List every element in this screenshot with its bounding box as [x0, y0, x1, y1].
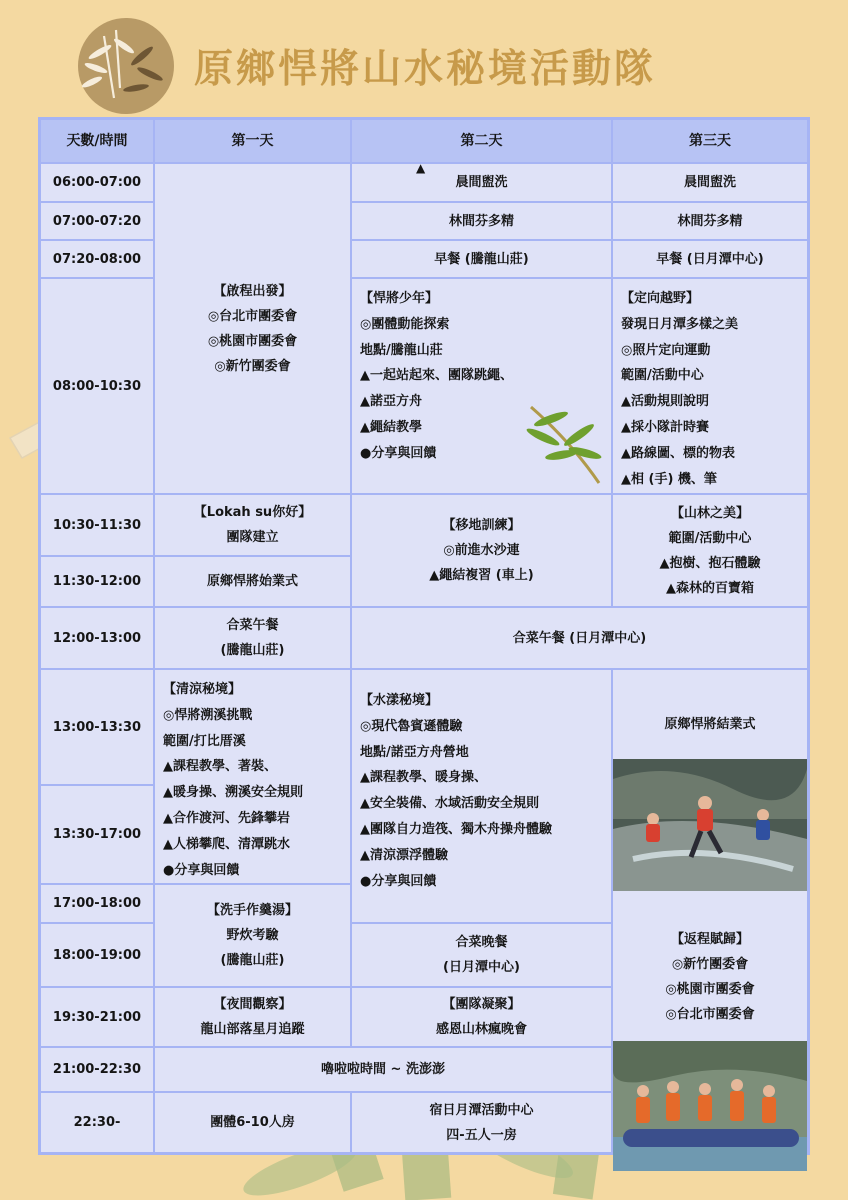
header-time: 天數/時間: [41, 120, 153, 162]
day2-relocation-training: 【移地訓練】 ◎前進水沙連 ▲繩結複習 (車上): [352, 495, 611, 606]
header-day2: 第二天: [352, 120, 611, 162]
time-slot: 19:30-21:00: [41, 988, 153, 1046]
day1-campfire-cooking: 【洗手作羹湯】 野炊考驗 (騰龍山莊): [155, 885, 350, 986]
time-slot: 08:00-10:30: [41, 279, 153, 493]
day3-breakfast: 早餐 (日月潭中心): [613, 241, 807, 277]
time-slot: 11:30-12:00: [41, 557, 153, 606]
time-slot: 22:30-: [41, 1093, 153, 1152]
header-day1: 第一天: [155, 120, 350, 162]
time-slot: 07:20-08:00: [41, 241, 153, 277]
day1-night-observation: 【夜間觀察】 龍山部落星月追蹤: [155, 988, 350, 1046]
day1-opening-ceremony: 原鄉悍將始業式: [155, 557, 350, 606]
time-slot: 21:00-22:30: [41, 1048, 153, 1091]
bamboo-sprig-decoration: [521, 397, 611, 487]
time-slot: 10:30-11:30: [41, 495, 153, 555]
shared-lunch: 合菜午餐 (日月潭中心): [352, 608, 807, 668]
bamboo-logo: [76, 16, 176, 116]
day1-lokah-su: 【Lokah su你好】 團隊建立: [155, 495, 350, 555]
day3-forest-beauty: 【山林之美】 範圍/活動中心 ▲抱樹、抱石體驗 ▲森林的百寶箱: [613, 495, 807, 606]
day3-closing-column: [613, 670, 807, 1152]
time-slot: 06:00-07:00: [41, 164, 153, 201]
day3-forest: 林間芬多精: [613, 203, 807, 239]
time-slot: 17:00-18:00: [41, 885, 153, 922]
schedule-table: [38, 117, 810, 1155]
rafting-photo: [613, 1041, 807, 1171]
day2-youth: 【悍將少年】 ◎團體動能探索 地點/騰龍山莊 ▲一起站起來、團隊跳繩、 ▲諾亞方舟 ▲繩結教學 ●分享與回饋: [352, 279, 611, 493]
day2-accommodation: 宿日月潭活動中心 四-五人一房: [352, 1093, 611, 1152]
day3-morning-wash: 晨間盥洗: [613, 164, 807, 201]
page-title: 原鄉悍將山水秘境活動隊: [194, 47, 657, 92]
time-slot: 07:00-07:20: [41, 203, 153, 239]
day1-stream-tracing: 【清涼秘境】 ◎悍將溯溪挑戰 範圍/打比厝溪 ▲課程教學、著裝、 ▲暖身操、溯溪安全規則 ▲合作渡河、先鋒攀岩 ▲人梯攀爬、清潭跳水 ●分享與回饋: [155, 670, 350, 883]
time-slot: 12:00-13:00: [41, 608, 153, 668]
day3-closing-ceremony: 原鄉悍將結業式: [664, 717, 756, 732]
day1-room: 團體6-10人房: [155, 1093, 350, 1152]
day3-orienteering: 【定向越野】 發現日月潭多樣之美 ◎照片定向運動 範圍/活動中心 ▲活動規則說明 ▲採小隊計時賽 ▲路線圖、標的物表 ▲相 (手) 機、筆: [613, 279, 807, 493]
day1-lunch: 合菜午餐 (騰龍山莊): [155, 608, 350, 668]
day3-return-block: 【返程賦歸】 ◎新竹團委會 ◎桃園市團委會 ◎台北市團委會: [665, 932, 755, 1022]
day2-team-gathering: 【團隊凝聚】 感恩山林瘋晚會: [352, 988, 611, 1046]
time-slot: 13:30-17:00: [41, 786, 153, 883]
day2-morning-wash: ▲ 晨間盥洗: [352, 164, 611, 201]
time-slot: 18:00-19:00: [41, 924, 153, 986]
day2-breakfast: 早餐 (騰龍山莊): [352, 241, 611, 277]
time-slot: 13:00-13:30: [41, 670, 153, 784]
day2-dinner: 合菜晚餐 (日月潭中心): [352, 924, 611, 986]
day2-forest: 林間芬多精: [352, 203, 611, 239]
free-time: 嚕啦啦時間 ~ 洗澎澎: [155, 1048, 611, 1091]
header-day3: 第三天: [613, 120, 807, 162]
river-tracing-photo: [613, 759, 807, 891]
day1-departure: 【啟程出發】 ◎台北市團委會 ◎桃園市團委會 ◎新竹團委會: [155, 164, 350, 493]
triangle-marker-icon: ▲: [416, 161, 426, 175]
day2-water-adventure: 【水漾秘境】 ◎現代魯賓遜體驗 地點/諾亞方舟營地 ▲課程教學、暖身操、 ▲安全裝備、水域活動安全規則 ▲團隊自力造筏、獨木舟操舟體驗 ▲清涼漂浮體驗 ●分享與回饋: [352, 670, 611, 922]
